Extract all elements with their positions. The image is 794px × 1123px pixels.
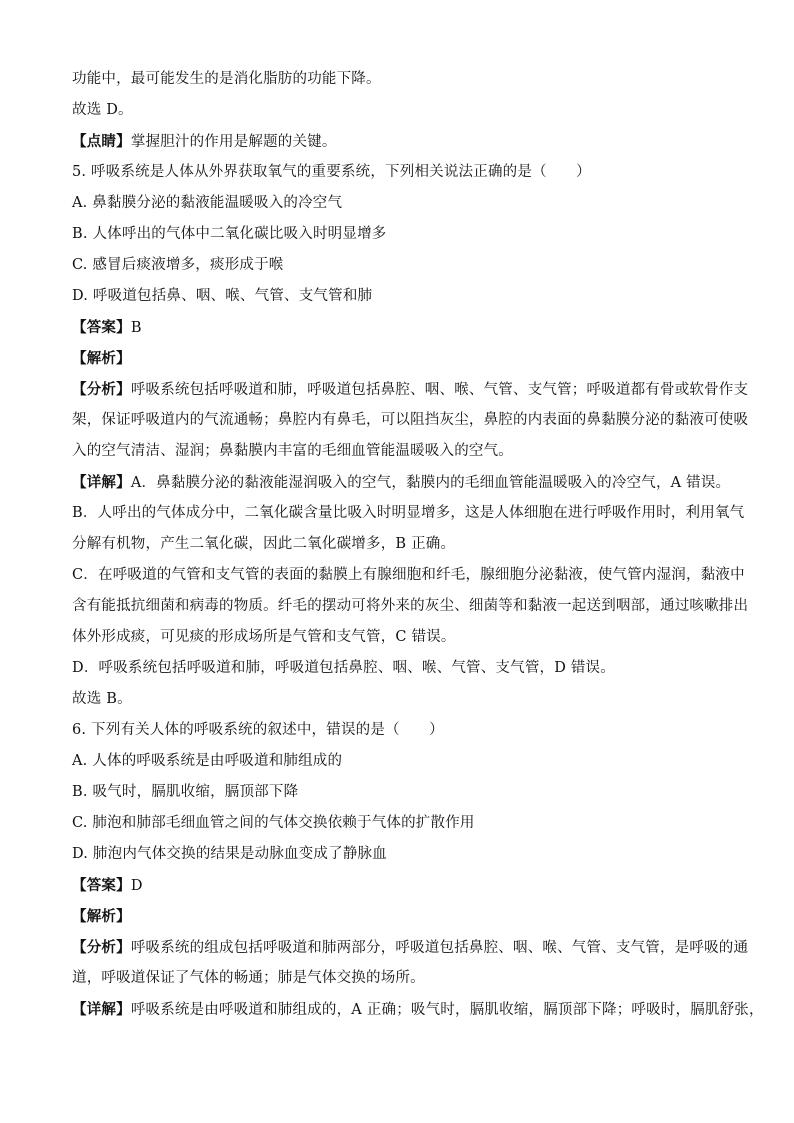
line-text: 故选 B。 [72,691,132,707]
line-text: 呼吸系统是由呼吸道和肺组成的，A 正确；吸气时，膈肌收缩，膈顶部下降；呼吸时，膈肌舒张， [130,1002,764,1018]
text-line [72,994,764,1025]
text-line [72,529,724,560]
text-line [72,963,724,994]
line-text: C. 感冒后痰液增多，痰形成于喉 [72,257,284,273]
text-line [72,777,724,808]
text-line [72,870,724,901]
line-text: B. 吸气时，膈肌收缩，膈顶部下降 [72,784,299,800]
text-line [72,343,724,374]
line-text: C．在呼吸道的气管和支气管的表面的黏膜上有腺细胞和纤毛，腺细胞分泌黏液，使气管内湿润，黏液中 [72,567,745,583]
text-line [72,64,724,95]
line-text: A．鼻黏膜分泌的黏液能湿润吸入的空气，黏膜内的毛细血管能温暖吸入的冷空气，A 错误。 [130,475,731,491]
text-line [72,467,731,498]
line-text: B [130,320,142,336]
line-text: B. 人体呼出的气体中二氧化碳比吸入时明显增多 [72,226,387,242]
text-line [72,95,724,126]
line-text: 含有能抵抗细菌和病毒的物质。纤毛的摆动可将外来的灰尘、细菌等和黏液一起送到咽部，通过咳嗽排出 [72,598,749,614]
text-line [72,312,724,343]
line-text: A. 人体的呼吸系统是由呼吸道和肺组成的 [72,753,343,769]
line-text: A. 鼻黏膜分泌的黏液能温暖吸入的冷空气 [72,195,343,211]
text-line [72,746,724,777]
text-line [72,932,749,963]
line-text: 功能中，最可能发生的是消化脂肪的功能下降。 [72,71,381,87]
section-label: 【分析】 [72,939,131,956]
section-label: 【解析】 [72,350,131,367]
section-label: 【点睛】 [72,133,131,150]
line-text: 5. 呼吸系统是人体从外界获取氧气的重要系统，下列相关说法正确的是（ ） [72,164,591,180]
text-line [72,250,724,281]
line-text: C. 肺泡和肺部毛细血管之间的气体交换依赖于气体的扩散作用 [72,815,475,831]
line-text: D [130,878,143,894]
line-text: 道，呼吸道保证了气体的畅通；肺是气体交换的场所。 [72,970,425,986]
line-text: 入的空气清洁、湿润；鼻黏膜内丰富的毛细血管能温暖吸入的空气。 [72,443,513,459]
text-line [72,188,724,219]
text-line [72,715,724,746]
text-line [72,622,724,653]
line-text: D．呼吸系统包括呼吸道和肺，呼吸道包括鼻腔、咽、喉、气管、支气管，D 错误。 [72,660,615,676]
text-line [72,839,724,870]
text-line [72,436,724,467]
line-text: 分解有机物，产生二氧化碳，因此二氧化碳增多，B 正确。 [72,536,456,552]
text-line [72,374,749,405]
text-line [72,901,724,932]
line-text: D. 呼吸道包括鼻、咽、喉、气管、支气管和肺 [72,288,373,304]
line-text: 呼吸系统的组成包括呼吸道和肺两部分，呼吸道包括鼻腔、咽、喉、气管、支气管，是呼吸的通 [130,940,749,956]
line-text: B．人呼出的气体成分中，二氧化碳含量比吸入时明显增多，这是人体细胞在进行呼吸作用时，利用氧气 [72,505,745,521]
text-line [72,157,724,188]
line-text: 掌握胆汁的作用是解题的关键。 [130,134,337,150]
section-label: 【详解】 [72,474,131,491]
text-line [72,219,724,250]
section-label: 【分析】 [72,381,131,398]
line-text: 故选 D。 [72,102,133,118]
text-line [72,591,749,622]
text-line [72,808,724,839]
line-text: 6. 下列有关人体的呼吸系统的叙述中，错误的是（ ） [72,722,444,738]
text-line [72,126,724,157]
text-line [72,684,724,715]
document-body [72,64,764,1025]
section-label: 【答案】 [72,319,131,336]
line-text: 呼吸系统包括呼吸道和肺，呼吸道包括鼻腔、咽、喉、气管、支气管；呼吸道都有骨或软骨作支 [130,382,749,398]
section-label: 【详解】 [72,1001,131,1018]
text-line [72,653,724,684]
text-line [72,498,745,529]
text-line [72,560,745,591]
section-label: 【解析】 [72,908,131,925]
text-line [72,405,749,436]
text-line [72,281,724,312]
line-text: 体外形成痰，可见痰的形成场所是气管和支气管，C 错误。 [72,629,456,645]
line-text: D. 肺泡内气体交换的结果是动脉血变成了静脉血 [72,846,387,862]
section-label: 【答案】 [72,877,131,894]
line-text: 架，保证呼吸道内的气流通畅；鼻腔内有鼻毛，可以阻挡灰尘，鼻腔的内表面的鼻黏膜分泌的黏液可使吸 [72,412,749,428]
